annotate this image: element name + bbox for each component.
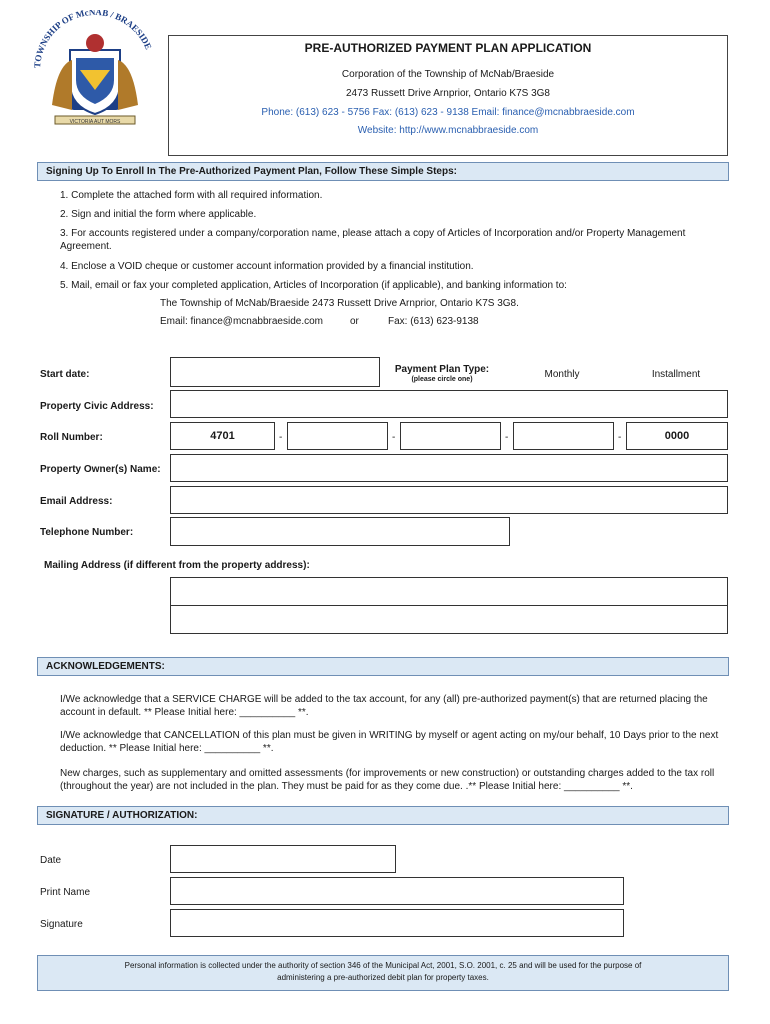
privacy-notice-line-2: administering a pre-authorized debit plan for property taxes. [277,973,489,982]
step-1: 1. Complete the attached form with all required information. [60,190,323,201]
ack-service-charge: I/We acknowledge that a SERVICE CHARGE will be added to the tax account, for any (all) pre-authorized payment(s) that are returned placing the account in default. ** Please Initial here: __________ **. [60,694,708,718]
email-line: Email: finance@mcnabbraeside.com [160,316,324,327]
print-name-label: Print Name [40,887,91,898]
website-link[interactable]: Website: http://www.mcnabbraeside.com [357,125,539,136]
owner-name-input[interactable] [170,454,728,482]
step-5: 5. Mail, email or fax your completed application, Articles of Incorporation (if applicable), and banking information to: [60,280,567,291]
email-label: Email Address: [40,496,113,507]
org-address: 2473 Russett Drive Arnprior, Ontario K7S 3G8 [346,88,550,99]
step-3: 3. For accounts registered under a company/corporation name, please attach a copy of Articles of Incorporation and/or Property Management Agreement. [60,228,686,252]
telephone-label: Telephone Number: [40,527,134,538]
roll-dash-1: - [279,432,283,443]
email-input[interactable] [170,486,728,514]
township-crest-logo [30,10,160,150]
option-installment[interactable]: Installment [651,369,701,380]
org-name: Corporation of the Township of McNab/Braeside [341,69,555,80]
telephone-input[interactable] [170,517,510,546]
contact-line[interactable]: Phone: (613) 623 - 5756 Fax: (613) 623 - 9138 Email: finance@mcnabbraeside.com [261,107,635,118]
start-date-label: Start date: [40,369,90,380]
mailing-address-line-2[interactable] [170,605,728,634]
fax-line: Fax: (613) 623-9138 [388,316,479,327]
step-4: 4. Enclose a VOID cheque or customer account information provided by a financial institution. [60,261,474,272]
mailing-address-label: Mailing Address (if different from the property address): [44,560,310,571]
owner-name-label: Property Owner(s) Name: [40,464,161,475]
signature-input[interactable] [170,909,624,937]
roll-dash-2: - [392,432,396,443]
civic-address-label: Property Civic Address: [40,401,154,412]
ack-heading: ACKNOWLEDGEMENTS: [37,657,729,676]
roll-segment-2-input[interactable] [287,422,388,450]
ack-new-charges: New charges, such as supplementary and omitted assessments (for improvements or new construction) or outstanding charges added to the tax roll (throughout the year) are not included in the plan. They must be paid for as they come due. .** Please Initial here: __________ **. [60,768,715,792]
roll-segment-4-input[interactable] [513,422,614,450]
print-name-input[interactable] [170,877,624,905]
roll-prefix-field[interactable]: 4701 [170,422,275,450]
step-2: 2. Sign and initial the form where applicable. [60,209,257,220]
date-input[interactable] [170,845,396,873]
roll-dash-3: - [505,432,509,443]
option-monthly[interactable]: Monthly [544,369,580,380]
roll-number-label: Roll Number: [40,432,103,443]
crest-motto: VICTORIA AUT MORS [69,119,121,125]
mailing-address-line-1[interactable] [170,577,728,606]
plan-type-note: (please circle one) [411,376,473,383]
roll-suffix-field[interactable]: 0000 [626,422,728,450]
roll-dash-4: - [618,432,622,443]
privacy-notice-line-1: Personal information is collected under the authority of section 346 of the Municipal Act, 2001, S.O. 2001, c. 25 and will be used for the purpose of [124,961,642,970]
roll-segment-3-input[interactable] [400,422,501,450]
or-text: or [350,316,359,327]
date-label: Date [40,855,62,866]
mail-address-line: The Township of McNab/Braeside 2473 Russett Drive Arnprior, Ontario K7S 3G8. [160,298,519,309]
page-title: PRE-AUTHORIZED PAYMENT PLAN APPLICATION [304,41,592,55]
ack-cancellation: I/We acknowledge that CANCELLATION of this plan must be given in WRITING by myself or agent acting on my/our behalf, 10 Days prior to the next deduction. ** Please Initial here: __________ **. [60,730,719,754]
crest-arc-text: TOWNSHIP OF McNAB / BRAESIDE [31,10,154,69]
signature-heading: SIGNATURE / AUTHORIZATION: [37,806,729,825]
plan-type-label: Payment Plan Type: [394,364,490,375]
civic-address-input[interactable] [170,390,728,418]
signature-label: Signature [40,919,83,930]
start-date-input[interactable] [170,357,380,387]
steps-heading: Signing Up To Enroll In The Pre-Authorized Payment Plan, Follow These Simple Steps: [37,162,729,181]
